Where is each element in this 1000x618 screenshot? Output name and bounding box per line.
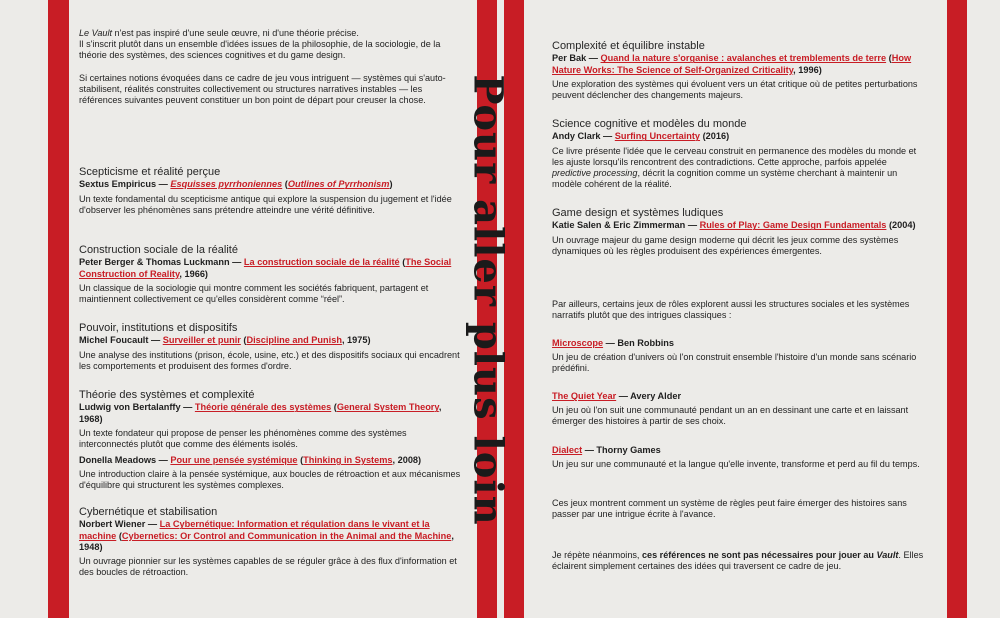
author: Ludwig von Bertalanffy — [79, 402, 195, 413]
game-link[interactable]: The Quiet Year [552, 391, 617, 401]
author: Donella Meadows — [79, 455, 171, 466]
author: — Ben Robbins [603, 338, 675, 348]
description: Un jeu sur une communauté et la langue qu'elle invente, transforme et perd au fil du temps. [552, 459, 920, 470]
author: Peter Berger & Thomas Luckmann — [79, 257, 244, 268]
description: Une exploration des systèmes qui évoluent vers un état critique où de petites perturbations peuvent déclencher des changements majeurs. [552, 78, 918, 100]
book-link-en[interactable]: Outlines of Pyrrhonism [287, 179, 390, 190]
section-pouvoir: Pouvoir, institutions et dispositifs Michel Foucault — Surveiller et punir (Discipline and Punish, 1975) Une analyse des institutions (prison, école, usine, etc.) et des dispositifs sociaux qui encadrent les comportements et produisent des formes d'ordre. [79, 322, 463, 372]
intro-line-1: n'est pas inspiré d'une seule œuvre, ni d'une théorie précise. [112, 28, 359, 38]
game-dialect [552, 445, 926, 470]
book-link[interactable]: Surveiller et punir [162, 335, 241, 346]
section-heading: Scepticisme et réalité perçue [79, 166, 221, 178]
right-outer-bar [947, 0, 967, 618]
description: Une analyse des institutions (prison, école, usine, etc.) et des dispositifs sociaux qui encadrent les comportements et produisent des formes d'ordre. [79, 349, 460, 371]
description: Une introduction claire à la pensée systémique, aux boucles de rétroaction et aux mécanismes d'équilibre qui structurent les systèmes complexes. [79, 469, 461, 491]
book-link[interactable]: Théorie générale des systèmes [194, 402, 332, 413]
author: — Thorny Games [582, 445, 661, 455]
description: Un ouvrage majeur du game design moderne qui décrit les jeux comme des systèmes dynamiques où les règles produisent des expériences émergentes. [552, 234, 899, 256]
description: Un classique de la sociologie qui montre comment les sociétés fabriquent, partagent et maintiennent collectivement ce qu'elles considèrent comme “réel”. [79, 282, 429, 304]
section-game-design: Game design et systèmes ludiques Katie Salen & Eric Zimmerman — Rules of Play: Game Design Fundamentals (2004) Un ouvrage majeur du game design moderne qui décrit les jeux comme des systèmes dynamiques où les règles produisent des expériences émergentes. [552, 207, 926, 257]
section-heading: Pouvoir, institutions et dispositifs [79, 322, 238, 334]
right-page [552, 40, 926, 615]
intro-paragraph-2: Il s'inscrit plutôt dans un ensemble d'idées issues de la philosophie, de la sociologie, de la théorie des systèmes, des sciences cognitives et du game design. [79, 39, 441, 61]
book-link-en[interactable]: Discipline and Punish [246, 335, 342, 346]
book-link-en[interactable]: The Social Construction of Reality [79, 257, 452, 279]
game-link[interactable]: Dialect [552, 445, 583, 455]
book-link[interactable]: Quand la nature s'organise : avalanches et tremblements de terre [600, 53, 887, 64]
section-heading: Construction sociale de la réalité [79, 244, 238, 256]
author: Norbert Wiener — [79, 519, 160, 530]
book-link-en[interactable]: How Nature Works: The Science of Self-Organized Criticality [552, 53, 912, 75]
description: Ce livre présente l'idée que le cerveau construit en permanence des modèles du monde et les ajuste lorsqu'ils rencontrent des contradictions. Cette approche, parfois appelée predictive processing, décrit la cognition comme un système cherchant à maintenir un modèle cohérent de la réalité. [552, 145, 917, 189]
section-scepticisme: Scepticisme et réalité perçue Sextus Empiricus — Esquisses pyrrhoniennes (Outlines of Pyrrhonism) Un texte fondamental du scepticisme antique qui explore la suspension du jugement et l'idée d'observer les phénomènes sans prétendre atteindre une vérité définitive. [79, 166, 463, 216]
section-complexite: Complexité et équilibre instable Per Bak — Quand la nature s'organise : avalanches et tremblements de terre (How Nature Works: The Science of Self-Organized Criticality, 1996) Une exploration des systèmes qui évoluent vers un état critique où de petites perturbations peuvent déclencher des changements majeurs. [552, 40, 926, 101]
final-note: Je répète néanmoins, ces références ne sont pas nécessaires pour jouer au Vault. Elles éclairent simplement certaines des idées qui traversent ce cadre de jeu. [552, 550, 924, 572]
book-link[interactable]: Rules of Play: Game Design Fundamentals [699, 220, 887, 231]
section-cybernetique: Cybernétique et stabilisation Norbert Wiener — La Cybernétique: Information et régulation dans le vivant et la machine (Cybernetics: Or Control and Communication in the Animal and the Machine, 1948) Un ouvrage pionnier sur les systèmes capables de se réguler grâce à des flux d'information et des boucles de rétroaction. [79, 506, 463, 578]
book-link[interactable]: La Cybernétique: Information et régulation dans le vivant et la machine [79, 519, 430, 541]
left-outer-bar [48, 0, 69, 618]
book-link-en[interactable]: Thinking in Systems [303, 455, 393, 466]
book-link-en[interactable]: Cybernetics: Or Control and Communication in the Animal and the Machine [121, 530, 452, 541]
book-link-en[interactable]: General System Theory [336, 402, 439, 413]
section-science-cognitive: Science cognitive et modèles du monde Andy Clark — Surfing Uncertainty (2016) Ce livre présente l'idée que le cerveau construit en permanence des modèles du monde et les ajuste lorsqu'ils rencontrent des contradictions. Cette approche, parfois appelée predictive processing, décrit la cognition comme un système cherchant à maintenir un modèle cohérent de la réalité. [552, 118, 926, 190]
section-heading: Complexité et équilibre instable [552, 40, 705, 52]
author: Katie Salen & Eric Zimmerman — [552, 220, 700, 231]
author: Sextus Empiricus — [79, 179, 171, 190]
section-construction-sociale: Construction sociale de la réalité Peter Berger & Thomas Luckmann — La construction sociale de la réalité (The Social Construction of Reality, 1966) Un classique de la sociologie qui montre comment les sociétés fabriquent, partagent et maintiennent collectivement ce qu'elles considèrent comme “réel”. [79, 244, 463, 305]
game-quiet-year [552, 391, 926, 427]
description: Un texte fondamental du scepticisme antique qui explore la suspension du jugement et l'idée d'observer les phénomènes sans prétendre atteindre une vérité définitive. [79, 193, 452, 215]
description: Un ouvrage pionnier sur les systèmes capables de se réguler grâce à des flux d'information et des boucles de rétroaction. [79, 556, 457, 578]
author: Michel Foucault — [79, 335, 163, 346]
game-link[interactable]: Microscope [552, 338, 604, 348]
book-link[interactable]: Pour une pensée systémique [170, 455, 298, 466]
author: — Avery Alder [616, 391, 682, 401]
section-heading: Science cognitive et modèles du monde [552, 118, 747, 130]
left-page [79, 28, 463, 613]
section-systemes: Théorie des systèmes et complexité Ludwig von Bertalanffy — Théorie générale des systèmes (General System Theory, 1968) Un texte fondateur qui propose de penser les phénomènes comme des systèmes interconnectés plutôt que comme des éléments isolés. Donella Meadows — Pour une pensée systémique (Thinking in Systems, 2008) Une introduction claire à la pensée systémique, aux boucles de rétroaction et aux mécanismes d'équilibre qui structurent les systèmes complexes. [79, 389, 463, 491]
book-link[interactable]: Esquisses pyrrhoniennes [170, 179, 283, 190]
book-link[interactable]: Surfing Uncertainty [614, 131, 701, 142]
section-heading: Cybernétique et stabilisation [79, 506, 218, 518]
games-outro: Ces jeux montrent comment un système de règles peut faire émerger des histoires sans passer par une intrigue écrite à l'avance. [552, 498, 907, 520]
description: Un jeu de création d'univers où l'on construit ensemble l'histoire d'un monde sans scénario prédéfini. [552, 352, 917, 374]
author: Andy Clark — [552, 131, 615, 142]
description: Un jeu où l'on suit une communauté pendant un an en dessinant une carte et en laissant émerger des histoires à partir de ses choix. [552, 405, 909, 427]
vault-name: Le Vault [79, 28, 113, 38]
section-heading: Game design et systèmes ludiques [552, 207, 724, 219]
intro [79, 28, 463, 107]
intro-paragraph-3: Si certaines notions évoquées dans ce cadre de jeu vous intriguent — systèmes qui s'auto-stabilisent, réalités construites collectivement ou structures narratives instables — les références suivantes peuvent constituer un bon point de départ pour creuser la chose. [79, 73, 446, 106]
description: Un texte fondateur qui propose de penser les phénomènes comme des systèmes interconnectés plutôt que comme des éléments isolés. [79, 427, 407, 449]
section-heading: Théorie des systèmes et complexité [79, 389, 255, 401]
page-title: Pour aller plus loin [464, 74, 512, 526]
games-intro: Par ailleurs, certains jeux de rôles explorent aussi les structures sociales et les systèmes narratifs plutôt que des intrigues classiques : [552, 299, 910, 321]
book-link[interactable]: La construction sociale de la réalité [243, 257, 400, 268]
author: Per Bak — [552, 53, 601, 64]
game-microscope [552, 338, 926, 374]
